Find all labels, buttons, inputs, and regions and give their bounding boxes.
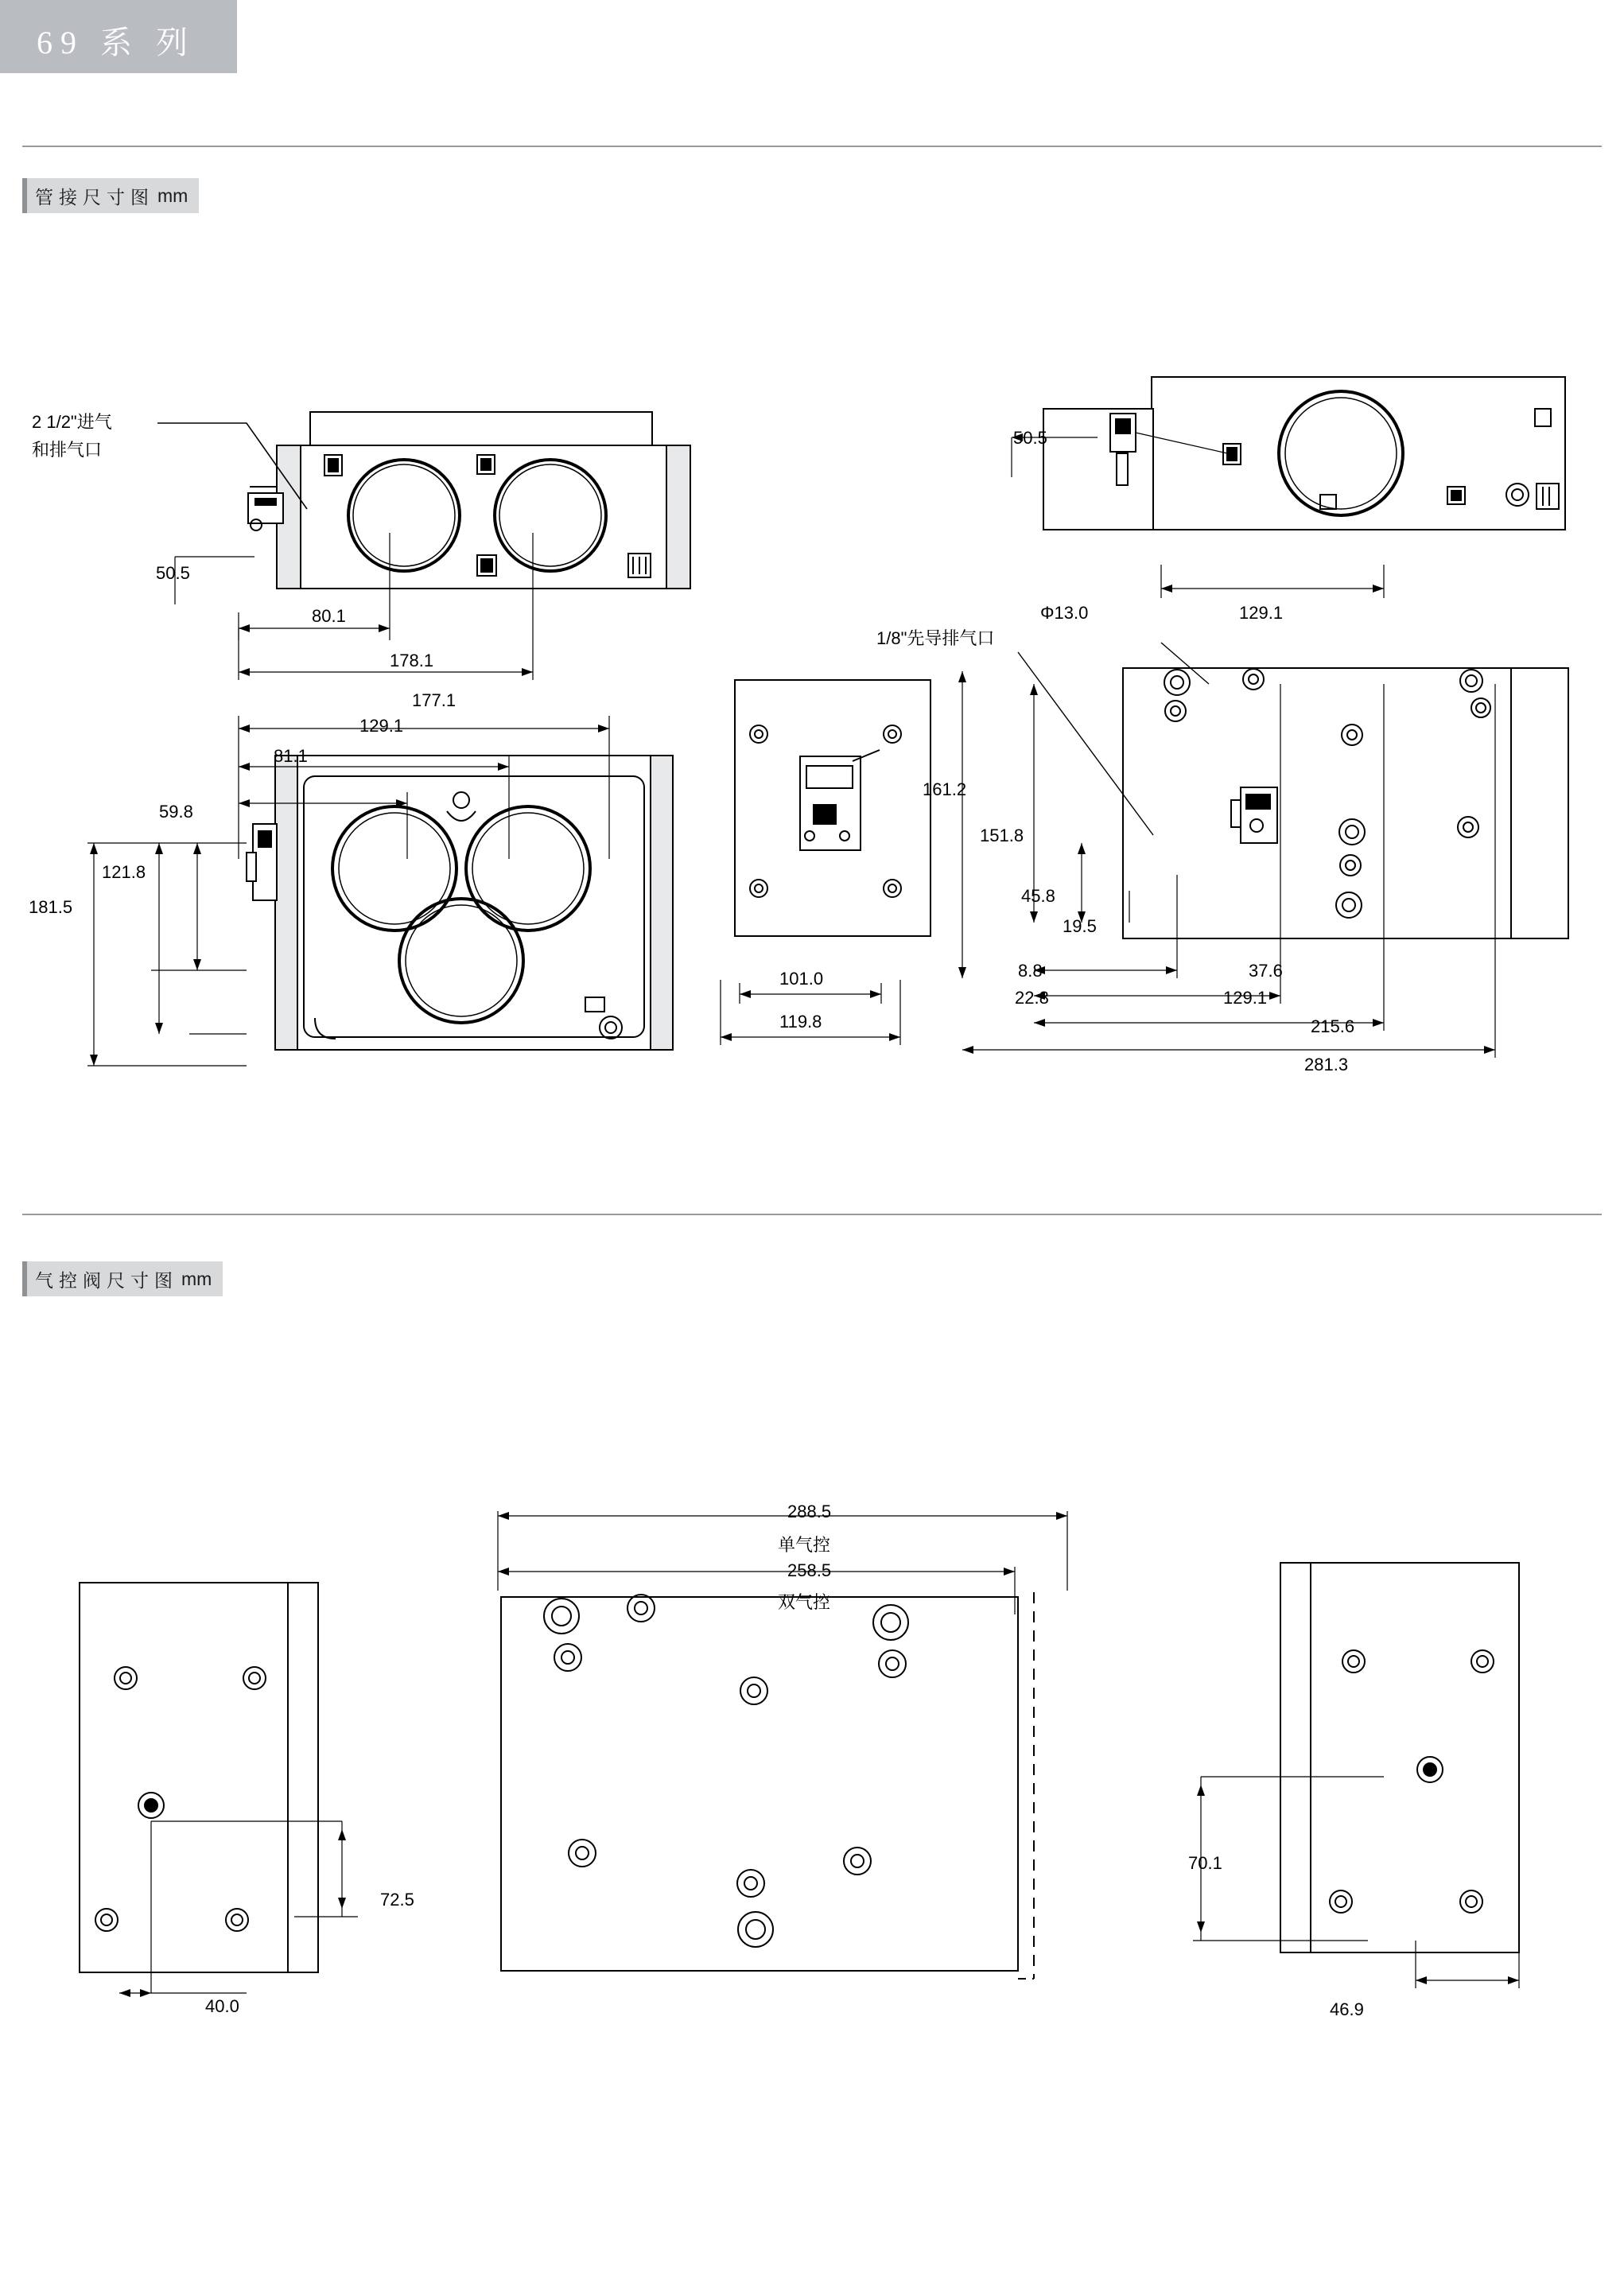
- dim-base-8-8: 8.8: [1018, 961, 1043, 981]
- dim-top-left-80-1: 80.1: [312, 606, 346, 626]
- dim-top-right-129-1: 129.1: [1239, 603, 1284, 623]
- dim-valve-right-70-1: 70.1: [1188, 1853, 1222, 1873]
- header-divider: [22, 146, 1602, 147]
- callout-pilot-exhaust: 1/8"先导排气口: [876, 628, 995, 648]
- valve-center-view-graphic: [485, 1575, 1121, 2028]
- label-single-pilot: 单气控: [778, 1535, 831, 1555]
- dim-front-181-5: 181.5: [29, 897, 73, 917]
- section-unit-1: mm: [157, 185, 188, 206]
- series-header-tab: [0, 0, 237, 73]
- dim-base-129-1: 129.1: [1223, 988, 1268, 1008]
- dim-top-right-50-5: 50.5: [1013, 428, 1047, 448]
- series-header-label: 69 系 列: [37, 25, 196, 60]
- dim-base-45-8: 45.8: [1021, 886, 1055, 906]
- valve-right-dimension-lines: [1177, 1750, 1591, 2012]
- dim-front-81-1: 81.1: [274, 746, 308, 766]
- dim-valve-258-5: 258.5: [787, 1560, 832, 1580]
- callout-hole-diameter: Φ13.0: [1040, 603, 1089, 623]
- dim-top-left-178-1: 178.1: [390, 651, 434, 670]
- top-left-view-dimension-lines: [159, 509, 732, 692]
- dim-base-215-6: 215.6: [1311, 1016, 1355, 1036]
- label-double-pilot: 双气控: [778, 1592, 831, 1612]
- section-tag-pipe-dimensions: [22, 178, 199, 213]
- callout-leader-inlet: [151, 414, 358, 525]
- section-divider: [22, 1214, 1602, 1215]
- section-unit-2: mm: [181, 1268, 212, 1289]
- section-title-2: 气控阀尺寸图: [35, 1270, 178, 1291]
- dim-front-121-8: 121.8: [102, 862, 146, 882]
- dim-top-left-50-5: 50.5: [156, 563, 190, 583]
- dim-front-129-1: 129.1: [359, 716, 404, 736]
- section-tag-pilot-valve-dimensions: [22, 1261, 223, 1296]
- dim-base-281-3: 281.3: [1304, 1055, 1349, 1074]
- bottom-right-dimension-lines: [938, 636, 1607, 1082]
- top-right-129-1-dimension: [1145, 549, 1591, 628]
- section-title-1: 管接尺寸图: [35, 187, 154, 208]
- dim-valve-288-5: 288.5: [787, 1502, 832, 1521]
- dim-base-22-8: 22.8: [1015, 988, 1049, 1008]
- dim-front-59-8: 59.8: [159, 802, 193, 822]
- dim-front-177-1: 177.1: [412, 690, 457, 710]
- dim-base-161-2: 161.2: [923, 779, 967, 799]
- dim-valve-left-40-0: 40.0: [205, 1996, 239, 2016]
- callout-inlet-exhaust-line2: 和排气口: [32, 440, 103, 460]
- dim-valve-left-72-5: 72.5: [380, 1890, 414, 1910]
- dim-side-119-8: 119.8: [779, 1012, 822, 1032]
- dim-base-151-8: 151.8: [980, 826, 1024, 845]
- front-view-dimension-lines: [48, 700, 748, 1074]
- dim-base-19-5: 19.5: [1063, 916, 1097, 936]
- dim-side-101-0: 101.0: [779, 969, 824, 989]
- dim-valve-right-46-9: 46.9: [1330, 1999, 1364, 2019]
- dim-base-37-6: 37.6: [1249, 961, 1283, 981]
- callout-inlet-exhaust-line1: 2 1/2"进气: [32, 412, 112, 432]
